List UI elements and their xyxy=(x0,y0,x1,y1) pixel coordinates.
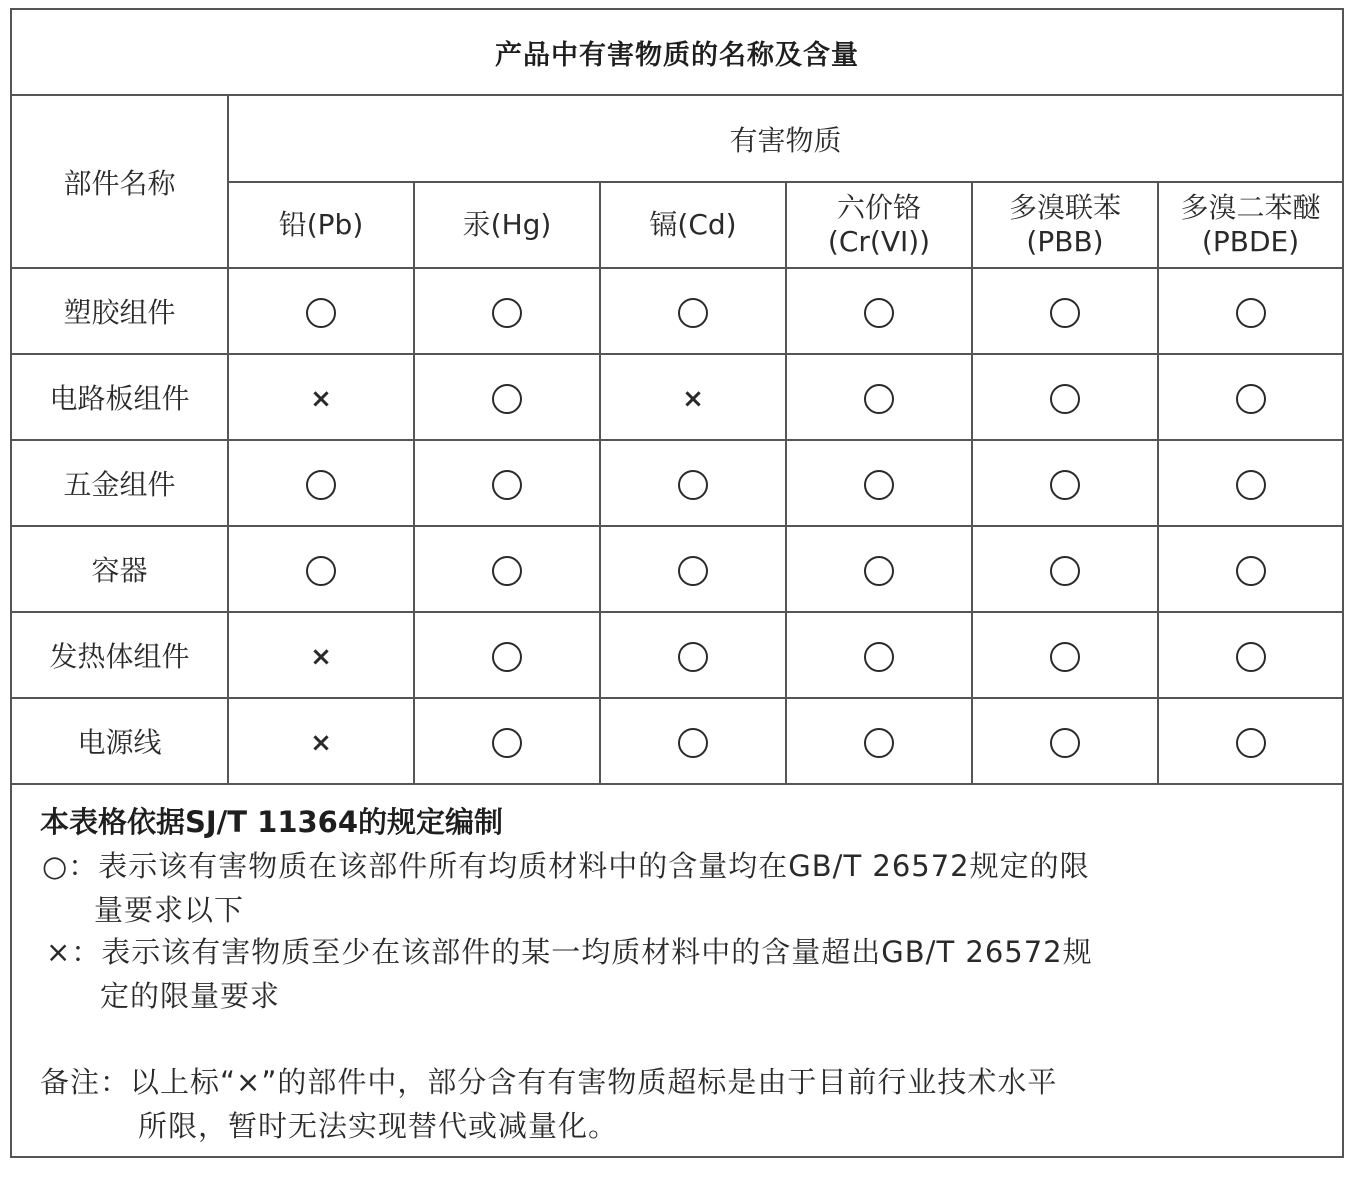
circle-mark-icon xyxy=(1050,298,1080,328)
part-name-header: 部件名称 xyxy=(12,96,228,268)
substance-cell xyxy=(1158,440,1342,526)
substance-cell xyxy=(786,612,972,698)
substance-name: 多溴二苯醚 xyxy=(1180,191,1321,224)
substance-cell xyxy=(1158,698,1342,784)
substance-cell xyxy=(600,526,786,612)
substance-header-1 xyxy=(414,182,600,268)
part-name: 发热体组件 xyxy=(12,612,228,698)
table-row xyxy=(12,526,1342,612)
substance-symbol: (PBB) xyxy=(1026,225,1104,258)
circle-mark-icon xyxy=(306,556,336,586)
remark-line-2: 所限，暂时无法实现替代或减量化。 xyxy=(138,1109,619,1143)
circle-mark-icon xyxy=(1050,642,1080,672)
circle-mark-icon xyxy=(864,642,894,672)
substance-header-4 xyxy=(972,182,1158,268)
substance-symbol: (PBDE) xyxy=(1201,225,1300,258)
substance-cell xyxy=(414,698,600,784)
circle-mark-icon xyxy=(1050,384,1080,414)
substance-name: 汞(Hg) xyxy=(462,208,552,241)
circle-mark-icon xyxy=(492,470,522,500)
hazardous-substance-sheet xyxy=(10,8,1344,1158)
circle-mark-icon xyxy=(492,642,522,672)
table-row xyxy=(12,440,1342,526)
substance-cell xyxy=(600,698,786,784)
circle-mark-icon xyxy=(492,556,522,586)
table-row xyxy=(12,268,1342,354)
substance-cell xyxy=(228,440,414,526)
part-name: 电源线 xyxy=(12,698,228,784)
circle-mark-icon xyxy=(678,728,708,758)
cross-mark: × xyxy=(682,383,704,414)
cross-note-line-1: ×：表示该有害物质至少在该部件的某一均质材料中的含量超出GB/T 26572规 xyxy=(46,935,1093,969)
substance-symbol: (Cr(VI)) xyxy=(827,225,931,258)
substance-cell xyxy=(414,268,600,354)
circle-mark-icon xyxy=(864,470,894,500)
circle-mark-icon xyxy=(864,556,894,586)
circle-note-line-2: 量要求以下 xyxy=(94,893,245,927)
circle-mark-icon xyxy=(1050,470,1080,500)
substance-cell xyxy=(414,526,600,612)
substance-header-3 xyxy=(786,182,972,268)
substance-cell xyxy=(228,526,414,612)
circle-mark-icon xyxy=(864,384,894,414)
substance-cell xyxy=(600,612,786,698)
substance-table xyxy=(12,96,1342,785)
substance-cell xyxy=(414,440,600,526)
circle-mark-icon xyxy=(678,642,708,672)
table-row xyxy=(12,698,1342,784)
substance-header-0 xyxy=(228,182,414,268)
notes-heading: 本表格依据SJ/T 11364的规定编制 xyxy=(40,805,504,839)
substance-header-2 xyxy=(600,182,786,268)
substance-cell xyxy=(972,526,1158,612)
substance-cell xyxy=(600,440,786,526)
substance-cell xyxy=(414,612,600,698)
circle-mark-icon xyxy=(678,470,708,500)
remark-line-1: 备注：以上标“×”的部件中，部分含有有害物质超标是由于目前行业技术水平 xyxy=(40,1065,1058,1099)
circle-mark-icon xyxy=(492,728,522,758)
substance-cell xyxy=(972,612,1158,698)
circle-mark-icon xyxy=(1236,470,1266,500)
substance-cell xyxy=(414,354,600,440)
substance-cell xyxy=(972,354,1158,440)
substance-cell xyxy=(786,698,972,784)
circle-mark-icon xyxy=(1236,556,1266,586)
part-name: 电路板组件 xyxy=(12,354,228,440)
circle-mark-icon xyxy=(306,470,336,500)
substance-cell xyxy=(1158,268,1342,354)
cross-mark: × xyxy=(310,727,332,758)
substance-cell xyxy=(600,268,786,354)
substance-cell xyxy=(1158,526,1342,612)
hazardous-substances-header: 有害物质 xyxy=(228,96,1342,182)
substance-name: 铅(Pb) xyxy=(278,208,364,241)
circle-note-line-1: ○：表示该有害物质在该部件所有均质材料中的含量均在GB/T 26572规定的限 xyxy=(42,849,1090,883)
circle-mark-icon xyxy=(1236,642,1266,672)
part-name: 容器 xyxy=(12,526,228,612)
substance-cell xyxy=(1158,612,1342,698)
substance-cell xyxy=(228,612,414,698)
substance-cell xyxy=(786,354,972,440)
substance-cell xyxy=(228,354,414,440)
table-row xyxy=(12,354,1342,440)
circle-mark-icon xyxy=(678,556,708,586)
circle-mark-icon xyxy=(492,384,522,414)
table-title: 产品中有害物质的名称及含量 xyxy=(12,10,1342,96)
circle-mark-icon xyxy=(1236,384,1266,414)
circle-mark-icon xyxy=(1050,728,1080,758)
substance-cell xyxy=(1158,354,1342,440)
cross-mark: × xyxy=(310,641,332,672)
substance-cell xyxy=(972,440,1158,526)
substance-cell xyxy=(228,268,414,354)
substance-cell xyxy=(972,268,1158,354)
substance-cell xyxy=(600,354,786,440)
circle-mark-icon xyxy=(1050,556,1080,586)
table-row xyxy=(12,612,1342,698)
substance-cell xyxy=(786,440,972,526)
substance-cell xyxy=(786,526,972,612)
substance-name: 镉(Cd) xyxy=(649,208,737,241)
substance-cell xyxy=(786,268,972,354)
circle-mark-icon xyxy=(1236,298,1266,328)
substance-cell xyxy=(972,698,1158,784)
circle-mark-icon xyxy=(306,298,336,328)
circle-mark-icon xyxy=(1236,728,1266,758)
cross-note-line-2: 定的限量要求 xyxy=(100,979,281,1013)
circle-mark-icon xyxy=(678,298,708,328)
circle-mark-icon xyxy=(864,298,894,328)
circle-mark-icon xyxy=(492,298,522,328)
part-name: 五金组件 xyxy=(12,440,228,526)
part-name: 塑胶组件 xyxy=(12,268,228,354)
substance-name: 六价铬 xyxy=(836,191,921,224)
cross-mark: × xyxy=(310,383,332,414)
substance-cell xyxy=(228,698,414,784)
substance-name: 多溴联苯 xyxy=(1008,191,1121,224)
substance-header-5 xyxy=(1158,182,1342,268)
circle-mark-icon xyxy=(864,728,894,758)
